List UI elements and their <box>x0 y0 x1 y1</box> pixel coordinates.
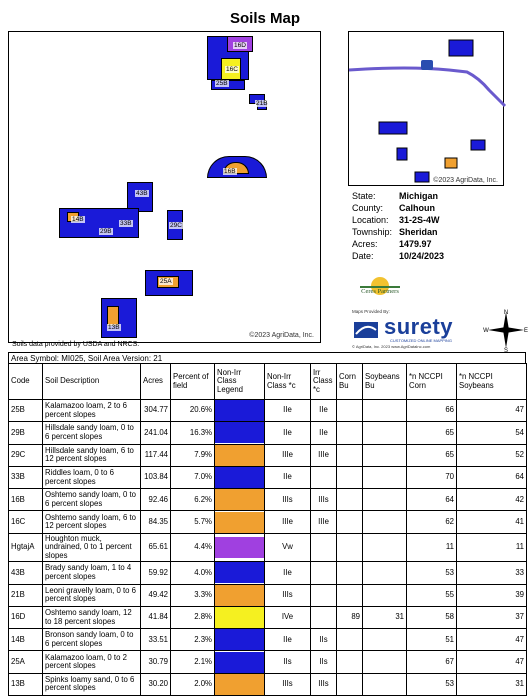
cell-nccpi-soy: 31 <box>457 673 527 695</box>
maps-provided-label: Maps Provided By: <box>352 309 390 314</box>
cell-acres: 103.84 <box>141 466 171 488</box>
surety-tagline: CUSTOMIZED ONLINE MAPPING <box>390 338 452 343</box>
cell-corn <box>337 422 363 444</box>
location-map-roads <box>349 32 505 187</box>
cell-corn <box>337 562 363 584</box>
cell-irr <box>311 606 337 628</box>
svg-text:S: S <box>503 348 509 354</box>
cell-nccpi-soy: 47 <box>457 400 527 422</box>
table-row <box>9 422 527 444</box>
cell-acres: 117.44 <box>141 444 171 466</box>
cell-nonirr: IIIs <box>265 489 311 511</box>
cell-nccpi-soy: 39 <box>457 584 527 606</box>
table-row <box>9 673 527 695</box>
cell-desc: Houghton muck, undrained, 0 to 1 percent slopes <box>43 533 141 562</box>
cell-acres: 92.46 <box>141 489 171 511</box>
cell-code: 21B <box>9 584 43 606</box>
cell-pct: 2.8% <box>171 606 215 628</box>
cell-nccpi-soy: 41 <box>457 511 527 533</box>
cell-desc: Brady sandy loam, 1 to 4 percent slopes <box>43 562 141 584</box>
page-title: Soils Map <box>229 10 300 27</box>
class-legend-swatch <box>215 466 265 488</box>
sunrise-icon <box>350 268 410 288</box>
col-header: *n NCCPI Corn <box>407 364 457 400</box>
cell-pct: 2.0% <box>171 673 215 695</box>
cell-nonirr: IIe <box>265 422 311 444</box>
cell-nccpi-soy: 42 <box>457 489 527 511</box>
info-row: County: Calhoun <box>352 203 435 213</box>
cell-acres: 304.77 <box>141 400 171 422</box>
cell-corn: 89 <box>337 606 363 628</box>
cell-nccpi-soy: 52 <box>457 444 527 466</box>
col-header: *n NCCPI Soybeans <box>457 364 527 400</box>
cell-nonirr: Vw <box>265 533 311 562</box>
map-label: 25A <box>160 278 172 285</box>
cell-nccpi-soy: 47 <box>457 651 527 673</box>
col-header: Code <box>9 364 43 400</box>
cell-soy: 31 <box>363 606 407 628</box>
cell-irr: IIs <box>311 651 337 673</box>
cell-nonirr: IIIs <box>265 673 311 695</box>
map-label: 29C <box>170 222 182 229</box>
info-row: State: Michigan <box>352 191 439 201</box>
cell-irr: IIIe <box>311 511 337 533</box>
cell-irr: IIIe <box>311 444 337 466</box>
class-legend-swatch <box>215 629 265 651</box>
cell-soy <box>363 511 407 533</box>
cell-nonirr: IVe <box>265 606 311 628</box>
cell-irr: IIe <box>311 422 337 444</box>
info-row: Date: 10/24/2023 <box>352 251 445 261</box>
cell-acres: 33.51 <box>141 629 171 651</box>
cell-nccpi-corn: 66 <box>407 400 457 422</box>
surety-logo: surety <box>384 314 454 339</box>
location-map[interactable] <box>348 31 504 186</box>
map-label: 29B <box>100 228 112 235</box>
cell-corn <box>337 629 363 651</box>
cell-acres: 41.84 <box>141 606 171 628</box>
cell-pct: 3.3% <box>171 584 215 606</box>
cell-nccpi-corn: 53 <box>407 562 457 584</box>
cell-code: 29B <box>9 422 43 444</box>
map-label: 16B <box>224 168 236 175</box>
cell-nonirr: IIs <box>265 651 311 673</box>
cell-corn <box>337 673 363 695</box>
class-legend-swatch <box>215 562 265 584</box>
cell-corn <box>337 651 363 673</box>
map-label: 33B <box>120 220 132 227</box>
cell-nonirr: IIe <box>265 629 311 651</box>
surety-footer: © AgriData, Inc. 2023 www.AgriDataInc.com <box>352 344 431 349</box>
cell-nccpi-corn: 62 <box>407 511 457 533</box>
table-row <box>9 444 527 466</box>
compass-rose-icon <box>484 308 528 352</box>
map-label: 21B <box>256 100 268 107</box>
cell-irr <box>311 562 337 584</box>
cell-nccpi-corn: 67 <box>407 651 457 673</box>
cell-acres: 59.92 <box>141 562 171 584</box>
cell-desc: Spinks loamy sand, 0 to 6 percent slopes <box>43 673 141 695</box>
soils-map[interactable] <box>8 31 321 343</box>
cell-nccpi-corn: 51 <box>407 629 457 651</box>
cell-soy <box>363 444 407 466</box>
class-legend-swatch <box>215 651 265 673</box>
data-source-note: Soils data provided by USDA and NRCS. <box>12 341 140 348</box>
cell-nccpi-corn: 53 <box>407 673 457 695</box>
highway-shield-icon <box>421 60 433 70</box>
cell-desc: Kalamazoo loam, 0 to 2 percent slopes <box>43 651 141 673</box>
cell-pct: 6.2% <box>171 489 215 511</box>
cell-irr <box>311 533 337 562</box>
cell-nccpi-corn: 65 <box>407 444 457 466</box>
cell-code: 43B <box>9 562 43 584</box>
cell-irr: IIIs <box>311 673 337 695</box>
cell-pct: 7.0% <box>171 466 215 488</box>
cell-code: 25A <box>9 651 43 673</box>
cell-nonirr: IIe <box>265 562 311 584</box>
cell-desc: Bronson sandy loam, 0 to 6 percent slopes <box>43 629 141 651</box>
col-header: Acres <box>141 364 171 400</box>
cell-code: 16B <box>9 489 43 511</box>
parcel-south-2-orange <box>107 306 119 326</box>
map-label: 14B <box>72 216 84 223</box>
cell-code: 29C <box>9 444 43 466</box>
table-row <box>9 400 527 422</box>
map-label: 25B <box>216 80 228 87</box>
cell-nccpi-corn: 55 <box>407 584 457 606</box>
cell-nccpi-soy: 11 <box>457 533 527 562</box>
cell-corn <box>337 511 363 533</box>
cell-code: 16C <box>9 511 43 533</box>
table-row <box>9 466 527 488</box>
surety-emblem-icon <box>352 316 382 342</box>
cell-desc: Hillsdale sandy loam, 0 to 6 percent slopes <box>43 422 141 444</box>
cell-pct: 20.6% <box>171 400 215 422</box>
location-info <box>352 190 444 262</box>
location-map-copyright: ©2023 AgriData, Inc. <box>433 177 498 184</box>
cell-nccpi-corn: 64 <box>407 489 457 511</box>
cell-corn <box>337 533 363 562</box>
cell-acres: 241.04 <box>141 422 171 444</box>
cell-acres: 49.42 <box>141 584 171 606</box>
table-row <box>9 629 527 651</box>
table-header-row <box>9 364 527 400</box>
cell-nccpi-corn: 11 <box>407 533 457 562</box>
cell-pct: 2.1% <box>171 651 215 673</box>
cell-pct: 7.9% <box>171 444 215 466</box>
soils-table <box>8 352 526 696</box>
cell-nccpi-soy: 33 <box>457 562 527 584</box>
cell-nccpi-corn: 65 <box>407 422 457 444</box>
cell-pct: 16.3% <box>171 422 215 444</box>
cell-nccpi-corn: 58 <box>407 606 457 628</box>
col-header: Non-Irr Class Legend <box>215 364 265 400</box>
cell-soy <box>363 533 407 562</box>
cell-nccpi-soy: 54 <box>457 422 527 444</box>
class-legend-swatch <box>215 606 265 628</box>
cell-corn <box>337 444 363 466</box>
cell-soy <box>363 562 407 584</box>
cell-acres: 65.61 <box>141 533 171 562</box>
cell-desc: Riddles loam, 0 to 6 percent slopes <box>43 466 141 488</box>
map-label: 43B <box>136 190 148 197</box>
cell-desc: Oshtemo sandy loam, 6 to 12 percent slopes <box>43 511 141 533</box>
cell-desc: Hillsdale sandy loam, 6 to 12 percent slopes <box>43 444 141 466</box>
cell-nccpi-soy: 37 <box>457 606 527 628</box>
col-header: Soil Description <box>43 364 141 400</box>
cell-soy <box>363 489 407 511</box>
info-row: Location: 31-2S-4W <box>352 215 440 225</box>
col-header: Percent of field <box>171 364 215 400</box>
cell-pct: 5.7% <box>171 511 215 533</box>
cell-acres: 30.79 <box>141 651 171 673</box>
cell-code: 14B <box>9 629 43 651</box>
info-row: Township: Sheridan <box>352 227 438 237</box>
cell-corn <box>337 466 363 488</box>
class-legend-swatch <box>215 511 265 533</box>
class-legend-swatch <box>215 533 265 562</box>
cell-code: 13B <box>9 673 43 695</box>
cell-irr <box>311 466 337 488</box>
cell-corn <box>337 400 363 422</box>
col-header: Irr Class *c <box>311 364 337 400</box>
table-row <box>9 606 527 628</box>
cell-acres: 30.20 <box>141 673 171 695</box>
cell-irr: IIIs <box>311 489 337 511</box>
map-label: 16C <box>226 66 238 73</box>
col-header: Non-Irr Class *c <box>265 364 311 400</box>
col-header: Corn Bu <box>337 364 363 400</box>
svg-text:E: E <box>523 328 529 334</box>
class-legend-swatch <box>215 444 265 466</box>
ceres-partners-logo: Ceres Partners <box>350 268 410 302</box>
svg-text:W: W <box>483 328 489 334</box>
cell-code: HgtajA <box>9 533 43 562</box>
cell-soy <box>363 651 407 673</box>
cell-desc: Leoni gravelly loam, 0 to 6 percent slopes <box>43 584 141 606</box>
class-legend-swatch <box>215 673 265 695</box>
table-row <box>9 651 527 673</box>
cell-nccpi-corn: 70 <box>407 466 457 488</box>
cell-soy <box>363 466 407 488</box>
table-row <box>9 511 527 533</box>
cell-soy <box>363 400 407 422</box>
cell-code: 16D <box>9 606 43 628</box>
cell-irr <box>311 584 337 606</box>
cell-desc: Oshtemo sandy loam, 12 to 18 percent slopes <box>43 606 141 628</box>
cell-code: 25B <box>9 400 43 422</box>
cell-nonirr: IIIe <box>265 444 311 466</box>
cell-code: 33B <box>9 466 43 488</box>
svg-text:N: N <box>503 310 509 316</box>
cell-nonirr: IIe <box>265 400 311 422</box>
cell-desc: Oshtemo sandy loam, 0 to 6 percent slopes <box>43 489 141 511</box>
col-header: Soybeans Bu <box>363 364 407 400</box>
table-row <box>9 562 527 584</box>
cell-irr: IIs <box>311 629 337 651</box>
cell-pct: 2.3% <box>171 629 215 651</box>
table-row <box>9 489 527 511</box>
cell-acres: 84.35 <box>141 511 171 533</box>
cell-nonirr: IIe <box>265 466 311 488</box>
cell-pct: 4.4% <box>171 533 215 562</box>
cell-desc: Kalamazoo loam, 2 to 6 percent slopes <box>43 400 141 422</box>
cell-nonirr: IIIs <box>265 584 311 606</box>
area-symbol-line: Area Symbol: MI025, Soil Area Version: 21 <box>8 352 526 363</box>
class-legend-swatch <box>215 489 265 511</box>
cell-soy <box>363 422 407 444</box>
map-label: 13B <box>108 324 120 331</box>
cell-corn <box>337 584 363 606</box>
info-row: Acres: 1479.97 <box>352 239 432 249</box>
cell-soy <box>363 673 407 695</box>
table-row <box>9 584 527 606</box>
class-legend-swatch <box>215 422 265 444</box>
cell-corn <box>337 489 363 511</box>
class-legend-swatch <box>215 400 265 422</box>
class-legend-swatch <box>215 584 265 606</box>
cell-soy <box>363 584 407 606</box>
cell-irr: IIe <box>311 400 337 422</box>
map-label: 16D <box>234 42 246 49</box>
cell-nccpi-soy: 64 <box>457 466 527 488</box>
cell-pct: 4.0% <box>171 562 215 584</box>
table-row <box>9 533 527 562</box>
cell-nonirr: IIIe <box>265 511 311 533</box>
cell-nccpi-soy: 47 <box>457 629 527 651</box>
cell-soy <box>363 629 407 651</box>
map-copyright: ©2023 AgriData, Inc. <box>249 332 314 339</box>
